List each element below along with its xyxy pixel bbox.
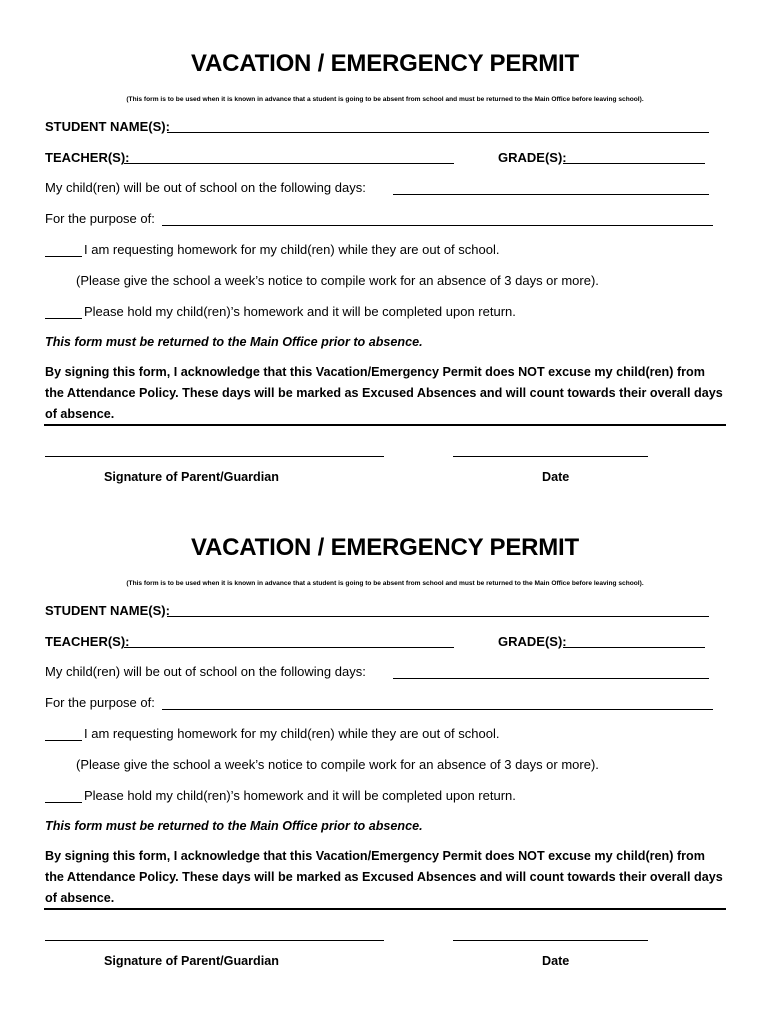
- student-name-label: STUDENT NAME(S):: [45, 603, 170, 618]
- homework-request-checkline[interactable]: [45, 740, 82, 741]
- section-divider: [44, 908, 726, 910]
- absence-days-label: My child(ren) will be out of school on the following days:: [45, 180, 366, 195]
- student-name-field[interactable]: [167, 616, 709, 617]
- homework-hold-label: Please hold my child(ren)’s homework and it will be completed upon return.: [84, 304, 516, 319]
- form-title: VACATION / EMERGENCY PERMIT: [191, 534, 579, 561]
- purpose-field[interactable]: [162, 225, 713, 226]
- student-name-label: STUDENT NAME(S):: [45, 119, 170, 134]
- signature-line[interactable]: [45, 940, 384, 941]
- absence-days-field[interactable]: [393, 678, 709, 679]
- section-divider: [44, 424, 726, 426]
- homework-hold-label: Please hold my child(ren)’s homework and it will be completed upon return.: [84, 788, 516, 803]
- grade-field[interactable]: [563, 163, 705, 164]
- form-instructions-note: (This form is to be used when it is known in advance that a student is going to be absent from school and must be returned to the Main Office before leaving school).: [126, 580, 644, 587]
- teacher-field[interactable]: [124, 647, 454, 648]
- purpose-label: For the purpose of:: [45, 695, 155, 710]
- return-instruction: This form must be returned to the Main Office prior to absence.: [45, 335, 423, 349]
- form-title: VACATION / EMERGENCY PERMIT: [191, 50, 579, 77]
- homework-request-label: I am requesting homework for my child(ren) while they are out of school.: [84, 726, 500, 741]
- date-label: Date: [542, 470, 570, 484]
- teacher-label: TEACHER(S):: [45, 634, 130, 649]
- student-name-field[interactable]: [167, 132, 709, 133]
- homework-hold-checkline[interactable]: [45, 318, 82, 319]
- permit-form-1: [0, 0, 770, 484]
- homework-request-label: I am requesting homework for my child(ren) while they are out of school.: [84, 242, 500, 257]
- purpose-label: For the purpose of:: [45, 211, 155, 226]
- teacher-field[interactable]: [124, 163, 454, 164]
- acknowledgement-paragraph: By signing this form, I acknowledge that this Vacation/Emergency Permit does NOT excuse my child(ren) from the Attendance Policy. These days will be marked as Excused Absences and will count towards their overall days of absence.: [45, 365, 723, 421]
- absence-days-label: My child(ren) will be out of school on the following days:: [45, 664, 366, 679]
- signature-label: Signature of Parent/Guardian: [104, 470, 279, 484]
- form-instructions-note: (This form is to be used when it is known in advance that a student is going to be absent from school and must be returned to the Main Office before leaving school).: [126, 96, 644, 103]
- grade-label: GRADE(S):: [498, 150, 567, 165]
- acknowledgement-paragraph: By signing this form, I acknowledge that this Vacation/Emergency Permit does NOT excuse my child(ren) from the Attendance Policy. These days will be marked as Excused Absences and will count towards their overall days of absence.: [45, 849, 723, 905]
- homework-notice-text: (Please give the school a week’s notice to compile work for an absence of 3 days or more).: [76, 273, 599, 288]
- absence-days-field[interactable]: [393, 194, 709, 195]
- date-label: Date: [542, 954, 570, 968]
- homework-notice-text: (Please give the school a week’s notice to compile work for an absence of 3 days or more).: [76, 757, 599, 772]
- homework-request-checkline[interactable]: [45, 256, 82, 257]
- date-line[interactable]: [453, 456, 648, 457]
- homework-hold-checkline[interactable]: [45, 802, 82, 803]
- return-instruction: This form must be returned to the Main Office prior to absence.: [45, 819, 423, 833]
- permit-form-2: [0, 484, 770, 968]
- date-line[interactable]: [453, 940, 648, 941]
- grade-label: GRADE(S):: [498, 634, 567, 649]
- grade-field[interactable]: [563, 647, 705, 648]
- purpose-field[interactable]: [162, 709, 713, 710]
- signature-line[interactable]: [45, 456, 384, 457]
- signature-label: Signature of Parent/Guardian: [104, 954, 279, 968]
- teacher-label: TEACHER(S):: [45, 150, 130, 165]
